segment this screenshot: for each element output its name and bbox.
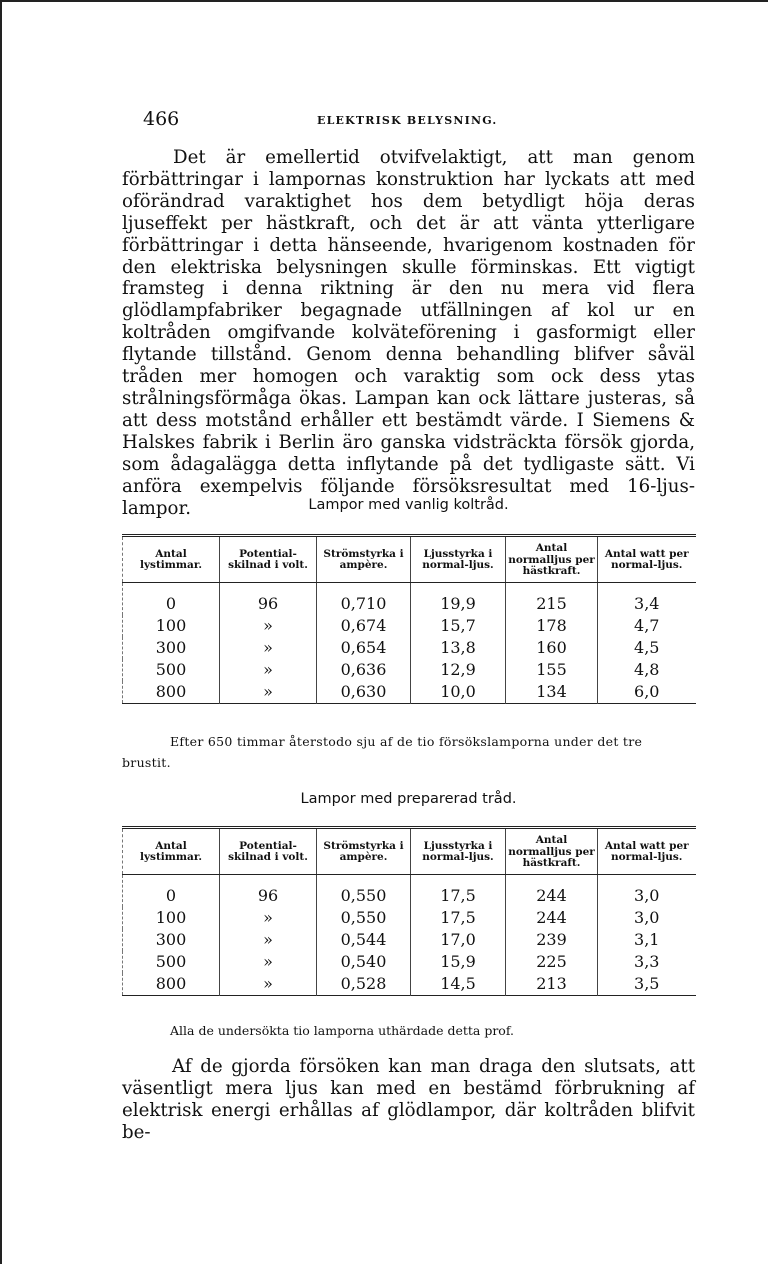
table-cell: » [220, 951, 317, 973]
table-cell: 155 [506, 659, 598, 681]
table-cell: 100 [123, 615, 220, 637]
table-cell: 12,9 [411, 659, 506, 681]
table-cell: 15,7 [411, 615, 506, 637]
table-cell: 0,654 [317, 637, 411, 659]
table-cell: 10,0 [411, 681, 506, 704]
table-cell: 3,0 [598, 874, 696, 907]
table2-header: Antal lystimmar. [123, 828, 220, 875]
table-cell: 213 [506, 973, 598, 996]
table-cell: 4,5 [598, 637, 696, 659]
table-cell: 13,8 [411, 637, 506, 659]
table2-header-row [123, 828, 696, 875]
table-cell: 178 [506, 615, 598, 637]
table-cell: 0,636 [317, 659, 411, 681]
page-top-border [0, 0, 768, 2]
table-cell: 17,5 [411, 874, 506, 907]
table-cell: 0,550 [317, 907, 411, 929]
table-cell: 15,9 [411, 951, 506, 973]
table-cell: » [220, 681, 317, 704]
table-cell: 244 [506, 874, 598, 907]
table2-header: Strömstyrka i ampère. [317, 828, 411, 875]
table-cell: 4,8 [598, 659, 696, 681]
table-cell: 0,528 [317, 973, 411, 996]
table-cell: 0,540 [317, 951, 411, 973]
table-cell: 14,5 [411, 973, 506, 996]
table-cell: 244 [506, 907, 598, 929]
table-cell: 96 [220, 582, 317, 615]
table-cell: 0 [123, 582, 220, 615]
table-cell: 0 [123, 874, 220, 907]
table-cell: 17,5 [411, 907, 506, 929]
table-cell: 215 [506, 582, 598, 615]
table-cell: » [220, 615, 317, 637]
table-cell: 134 [506, 681, 598, 704]
table-cell: 160 [506, 637, 598, 659]
table1-header: Strömstyrka i ampère. [317, 536, 411, 583]
table-cell: 6,0 [598, 681, 696, 704]
page-number: 466 [143, 108, 180, 130]
table1-header: Antal lystimmar. [123, 536, 220, 583]
table1-note: Efter 650 timmar återstodo sju af de tio försökslamporna under det tre brustit. [122, 734, 643, 770]
table-cell: » [220, 659, 317, 681]
table-cell: 0,630 [317, 681, 411, 704]
table-cell: 0,674 [317, 615, 411, 637]
table-row [123, 681, 696, 704]
table-cell: 0,550 [317, 874, 411, 907]
table2-header: Ljusstyrka i normal-ljus. [411, 828, 506, 875]
table-cell: 0,544 [317, 929, 411, 951]
table-cell: 96 [220, 874, 317, 907]
body-paragraph-2: Af de gjorda försöken kan man draga den slutsats, att väsentligt mera ljus kan med en bestämd förbrukning af elektrisk energi erhållas af glödlampor, där koltråden blifvit be- [122, 1056, 695, 1143]
table1-header: Potential-skilnad i volt. [220, 536, 317, 583]
table-cell: 100 [123, 907, 220, 929]
table-cell: 17,0 [411, 929, 506, 951]
table2-note: Alla de undersökta tio lamporna uthärdade detta prof. [170, 1023, 514, 1038]
table1-header: Ljusstyrka i normal-ljus. [411, 536, 506, 583]
table-cell: 3,0 [598, 907, 696, 929]
table-row [123, 929, 696, 951]
table1-header: Antal watt per normal-ljus. [598, 536, 696, 583]
body-paragraph-1: Det är emellertid otvifvelaktigt, att man genom förbättringar i lampornas konstruktion har lyckats att med oförändrad varaktighet hos dem betydligt höja deras ljuseffekt per hästkraft, och det är att vänta ytterligare förbättringar i detta hänseende, hvarigenom kostnaden för den elektriska belysningen skulle förminskas. Ett vigtigt framsteg i denna riktning är den nu mera vid flera glödlampfabriker begagnade utfällningen af kol ur en koltråden omgifvande kolväteförening i gasformigt eller flytande tillstånd. Genom denna behandling blifver såväl tråden mer homogen och varaktig som ock dess ytas strålningsförmåga ökas. Lampan kan ock lättare justeras, så att dess motstånd erhåller ett bestämdt värde. I Siemens & Halskes fabrik i Berlin äro ganska vidsträckta försök gjorda, som ådagalägga detta inflytande på det tydligaste sätt. Vi anföra exempelvis följande försöksresultat med 16-ljus-lampor. [122, 147, 695, 519]
table-row [123, 973, 696, 996]
table-cell: 3,4 [598, 582, 696, 615]
table2-header: Antal watt per normal-ljus. [598, 828, 696, 875]
table1-header: Antal normalljus per hästkraft. [506, 536, 598, 583]
table-cell: 3,1 [598, 929, 696, 951]
page-header [125, 108, 690, 132]
table-cell: » [220, 637, 317, 659]
table-cell: 300 [123, 637, 220, 659]
table-cell: » [220, 907, 317, 929]
running-head: ELEKTRISK BELYSNING. [317, 114, 498, 127]
table1-caption: Lampor med vanlig koltråd. [308, 497, 509, 513]
table-cell: 225 [506, 951, 598, 973]
table-row [123, 615, 696, 637]
table-row [123, 951, 696, 973]
table-cell: 0,710 [317, 582, 411, 615]
table-row [123, 874, 696, 907]
table-row [123, 637, 696, 659]
table2 [122, 826, 696, 996]
table2-header: Antal normalljus per hästkraft. [506, 828, 598, 875]
table2-header: Potential-skilnad i volt. [220, 828, 317, 875]
table-cell: 3,5 [598, 973, 696, 996]
table2-caption: Lampor med preparerad tråd. [300, 791, 517, 807]
table1 [122, 534, 696, 704]
table-cell: 3,3 [598, 951, 696, 973]
table-row [123, 907, 696, 929]
table-cell: 500 [123, 659, 220, 681]
table-cell: 800 [123, 973, 220, 996]
table-cell: 4,7 [598, 615, 696, 637]
table-cell: 500 [123, 951, 220, 973]
page-left-border [0, 0, 2, 1264]
table-cell: » [220, 973, 317, 996]
table-row [123, 659, 696, 681]
table-row [123, 582, 696, 615]
table-cell: 239 [506, 929, 598, 951]
table1-header-row [123, 536, 696, 583]
table-cell: » [220, 929, 317, 951]
table-cell: 300 [123, 929, 220, 951]
table-cell: 800 [123, 681, 220, 704]
table-cell: 19,9 [411, 582, 506, 615]
